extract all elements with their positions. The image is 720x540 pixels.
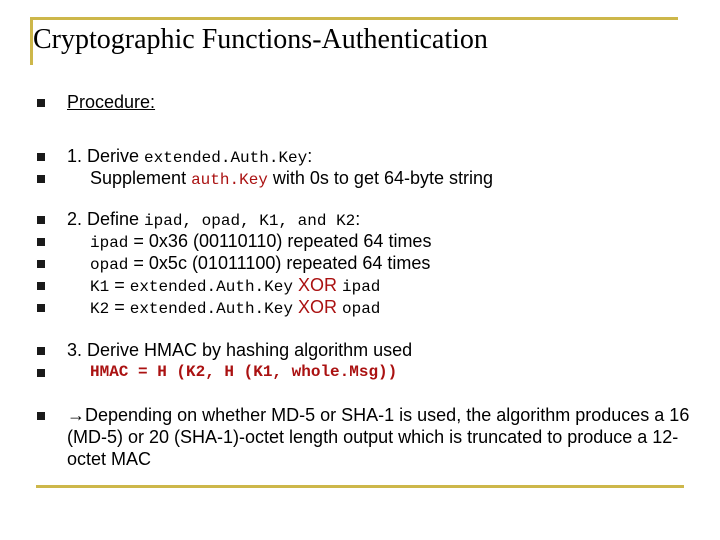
slide-title: Cryptographic Functions-Authentication xyxy=(33,24,488,55)
title-frame-top-rule xyxy=(30,17,678,20)
bullet-square-icon xyxy=(37,216,45,224)
k2-name: K2 xyxy=(90,300,110,318)
bullet-square-icon xyxy=(37,412,45,420)
step1-line xyxy=(67,145,312,169)
k1-definition xyxy=(90,274,380,298)
step1-prefix: 1. Derive xyxy=(67,146,145,166)
step3-line: 3. Derive HMAC by hashing algorithm used xyxy=(67,340,413,360)
step1-suffix: : xyxy=(307,146,313,166)
opad-name: opad xyxy=(90,256,129,274)
step1-sub-key: auth.Key xyxy=(191,171,268,189)
step1-sub-pre: Supplement xyxy=(90,168,192,188)
step2-prefix: 2. Define xyxy=(67,209,145,229)
k1-ext-key: extended.Auth.Key xyxy=(129,278,293,296)
hmac-formula: HMAC = H (K2, H (K1, whole.Msg)) xyxy=(90,363,398,381)
ipad-name: ipad xyxy=(90,234,129,252)
step2-line xyxy=(67,208,360,232)
k1-pad: ipad xyxy=(342,278,381,296)
bullet-square-icon xyxy=(37,304,45,312)
k2-definition xyxy=(90,296,380,320)
step1-sub-line xyxy=(90,167,493,191)
bullet-square-icon xyxy=(37,282,45,290)
bullet-square-icon xyxy=(37,99,45,107)
note-text: Depending on whether MD-5 or SHA-1 is used, the algorithm produces a 16 (MD-5) or 20 (SHA-1)-octet length output which is truncated to produce a 12-octet MAC xyxy=(67,405,690,469)
k1-eq: = xyxy=(109,275,130,295)
k1-name: K1 xyxy=(90,278,110,296)
step2-suffix: : xyxy=(355,209,361,229)
right-arrow-icon: → xyxy=(67,405,85,425)
step1-key: extended.Auth.Key xyxy=(144,149,308,167)
procedure-heading: Procedure: xyxy=(67,92,156,112)
bullet-square-icon xyxy=(37,369,45,377)
opad-definition xyxy=(90,252,430,276)
k1-xor: XOR xyxy=(297,275,337,295)
step1-sub-post: with 0s to get 64-byte string xyxy=(267,168,494,188)
k2-pad: opad xyxy=(342,300,381,318)
bullet-square-icon xyxy=(37,260,45,268)
step2-vars: ipad, opad, K1, and K2 xyxy=(144,212,356,230)
k2-xor: XOR xyxy=(297,297,337,317)
bullet-square-icon xyxy=(37,175,45,183)
opad-def: = 0x5c (01011100) repeated 64 times xyxy=(128,253,431,273)
bullet-square-icon xyxy=(37,347,45,355)
bullet-square-icon xyxy=(37,238,45,246)
mac-length-note xyxy=(67,404,717,470)
bullet-square-icon xyxy=(37,153,45,161)
bottom-rule xyxy=(36,485,684,488)
k2-ext-key: extended.Auth.Key xyxy=(129,300,293,318)
k2-eq: = xyxy=(109,297,130,317)
ipad-definition xyxy=(90,230,431,254)
ipad-def: = 0x36 (00110110) repeated 64 times xyxy=(128,231,432,251)
